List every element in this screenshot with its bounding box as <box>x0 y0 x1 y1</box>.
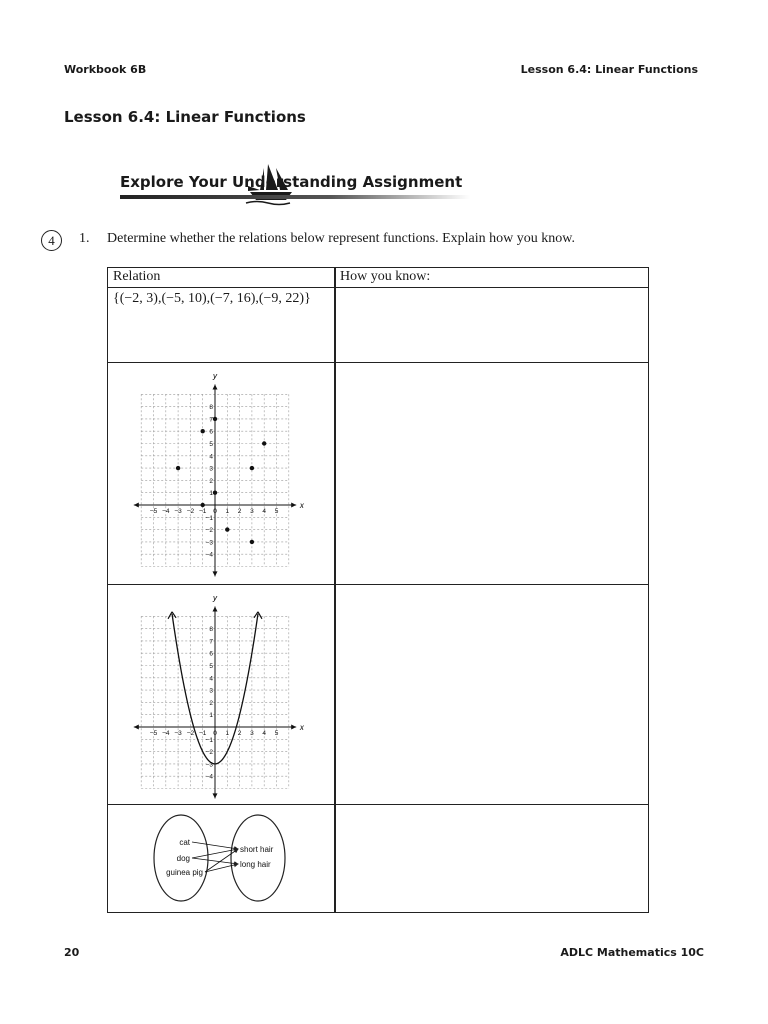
x-tick-label: −5 <box>149 508 158 515</box>
column-header-relation: Relation <box>113 269 161 284</box>
scatter-graph <box>130 366 310 580</box>
y-tick-label: −1 <box>205 514 213 522</box>
parabola-graph <box>130 588 310 802</box>
y-tick-label: 8 <box>209 404 213 412</box>
x-tick-label: 4 <box>262 508 267 515</box>
x-tick-label: −3 <box>174 508 182 515</box>
y-tick-label: 5 <box>209 663 213 670</box>
x-axis-arrow <box>134 725 139 730</box>
x-tick-label: 0 <box>213 508 217 515</box>
x-tick-label: −5 <box>149 730 158 737</box>
question-text: Determine whether the relations below represent functions. Explain how you know. <box>107 231 575 246</box>
y-tick-label: −3 <box>205 539 213 547</box>
range-item: short hair <box>240 845 274 854</box>
y-tick-label: −4 <box>205 551 213 559</box>
domain-item: guinea pig <box>166 868 203 877</box>
x-tick-label: −1 <box>198 508 207 515</box>
y-tick-label: −3 <box>205 761 213 769</box>
domain-item: cat <box>179 838 190 847</box>
x-axis-label: x <box>299 501 304 510</box>
table-row-rule <box>107 362 649 363</box>
y-tick-label: 5 <box>209 441 213 448</box>
x-tick-label: 5 <box>274 730 279 737</box>
banner-rule <box>120 195 470 199</box>
y-tick-label: 1 <box>209 490 213 498</box>
x-tick-label: 5 <box>274 508 279 515</box>
y-tick-label: 6 <box>209 650 213 658</box>
x-tick-label: 3 <box>250 730 254 737</box>
y-tick-label: 3 <box>209 465 213 473</box>
y-tick-label: −2 <box>205 749 213 757</box>
x-tick-label: 0 <box>213 730 217 737</box>
y-axis-arrow <box>213 384 218 389</box>
y-axis-label: y <box>213 371 217 381</box>
running-header-left: Workbook 6B <box>64 63 147 76</box>
x-tick-label: −4 <box>162 508 170 515</box>
question-number: 1. <box>79 231 90 246</box>
range-item: long hair <box>240 860 271 869</box>
y-axis-label: y <box>213 593 217 603</box>
x-axis-arrow <box>291 725 296 730</box>
y-tick-label: 7 <box>209 638 213 646</box>
range-oval <box>231 815 285 901</box>
running-header-right: Lesson 6.4: Linear Functions <box>520 63 698 76</box>
mapping-arrow <box>192 842 238 849</box>
x-tick-label: −3 <box>174 730 182 737</box>
x-tick-label: −4 <box>162 730 170 737</box>
y-tick-label: 1 <box>209 712 213 720</box>
y-tick-label: 4 <box>209 675 213 683</box>
y-tick-label: −1 <box>205 736 213 744</box>
y-tick-label: 2 <box>209 699 213 707</box>
table-row-rule <box>107 584 649 585</box>
column-header-how-you-know: How you know: <box>340 269 431 284</box>
y-tick-label: 6 <box>209 428 213 436</box>
x-tick-label: 1 <box>225 730 230 737</box>
scatter-point <box>176 466 180 470</box>
ordered-pairs-set: {(−2, 3),(−5, 10),(−7, 16),(−9, 22)} <box>113 291 311 306</box>
table-header-rule <box>107 287 649 288</box>
y-axis-arrow <box>213 793 218 798</box>
y-tick-label: 8 <box>209 626 213 634</box>
scatter-point <box>201 429 205 433</box>
x-tick-label: 4 <box>262 730 267 737</box>
section-banner-title: Explore Your Understanding Assignment <box>120 173 463 191</box>
y-tick-label: 2 <box>209 477 213 485</box>
x-tick-label: 1 <box>225 508 230 515</box>
table-row-rule <box>107 804 649 805</box>
x-axis-arrow <box>134 503 139 508</box>
x-tick-label: 2 <box>237 508 242 515</box>
mapping-diagram <box>150 812 290 906</box>
domain-item: dog <box>176 854 190 863</box>
x-axis-label: x <box>299 723 304 732</box>
scatter-point <box>213 491 217 495</box>
marks-circle: 4 <box>41 230 62 251</box>
footer-course-title: ADLC Mathematics 10C <box>560 946 704 959</box>
scatter-point <box>250 540 254 544</box>
scatter-point <box>201 503 205 507</box>
y-axis-arrow <box>213 606 218 611</box>
page-number: 20 <box>64 946 80 959</box>
table-column-divider <box>334 267 336 913</box>
x-tick-label: −1 <box>198 730 207 737</box>
scatter-point <box>262 441 266 445</box>
y-tick-label: 4 <box>209 453 213 461</box>
y-axis-arrow <box>213 571 218 576</box>
scatter-point <box>250 466 254 470</box>
mapping-arrow <box>205 864 238 872</box>
scatter-point <box>213 417 217 421</box>
x-tick-label: 2 <box>237 730 242 737</box>
x-tick-label: −2 <box>186 508 195 515</box>
x-tick-label: −2 <box>186 730 195 737</box>
y-tick-label: −2 <box>205 527 213 535</box>
lesson-title: Lesson 6.4: Linear Functions <box>64 108 306 126</box>
x-tick-label: 3 <box>250 508 254 515</box>
y-tick-label: 7 <box>209 416 213 424</box>
x-axis-arrow <box>291 503 296 508</box>
y-tick-label: 3 <box>209 687 213 695</box>
y-tick-label: −4 <box>205 773 213 781</box>
scatter-point <box>225 527 229 531</box>
